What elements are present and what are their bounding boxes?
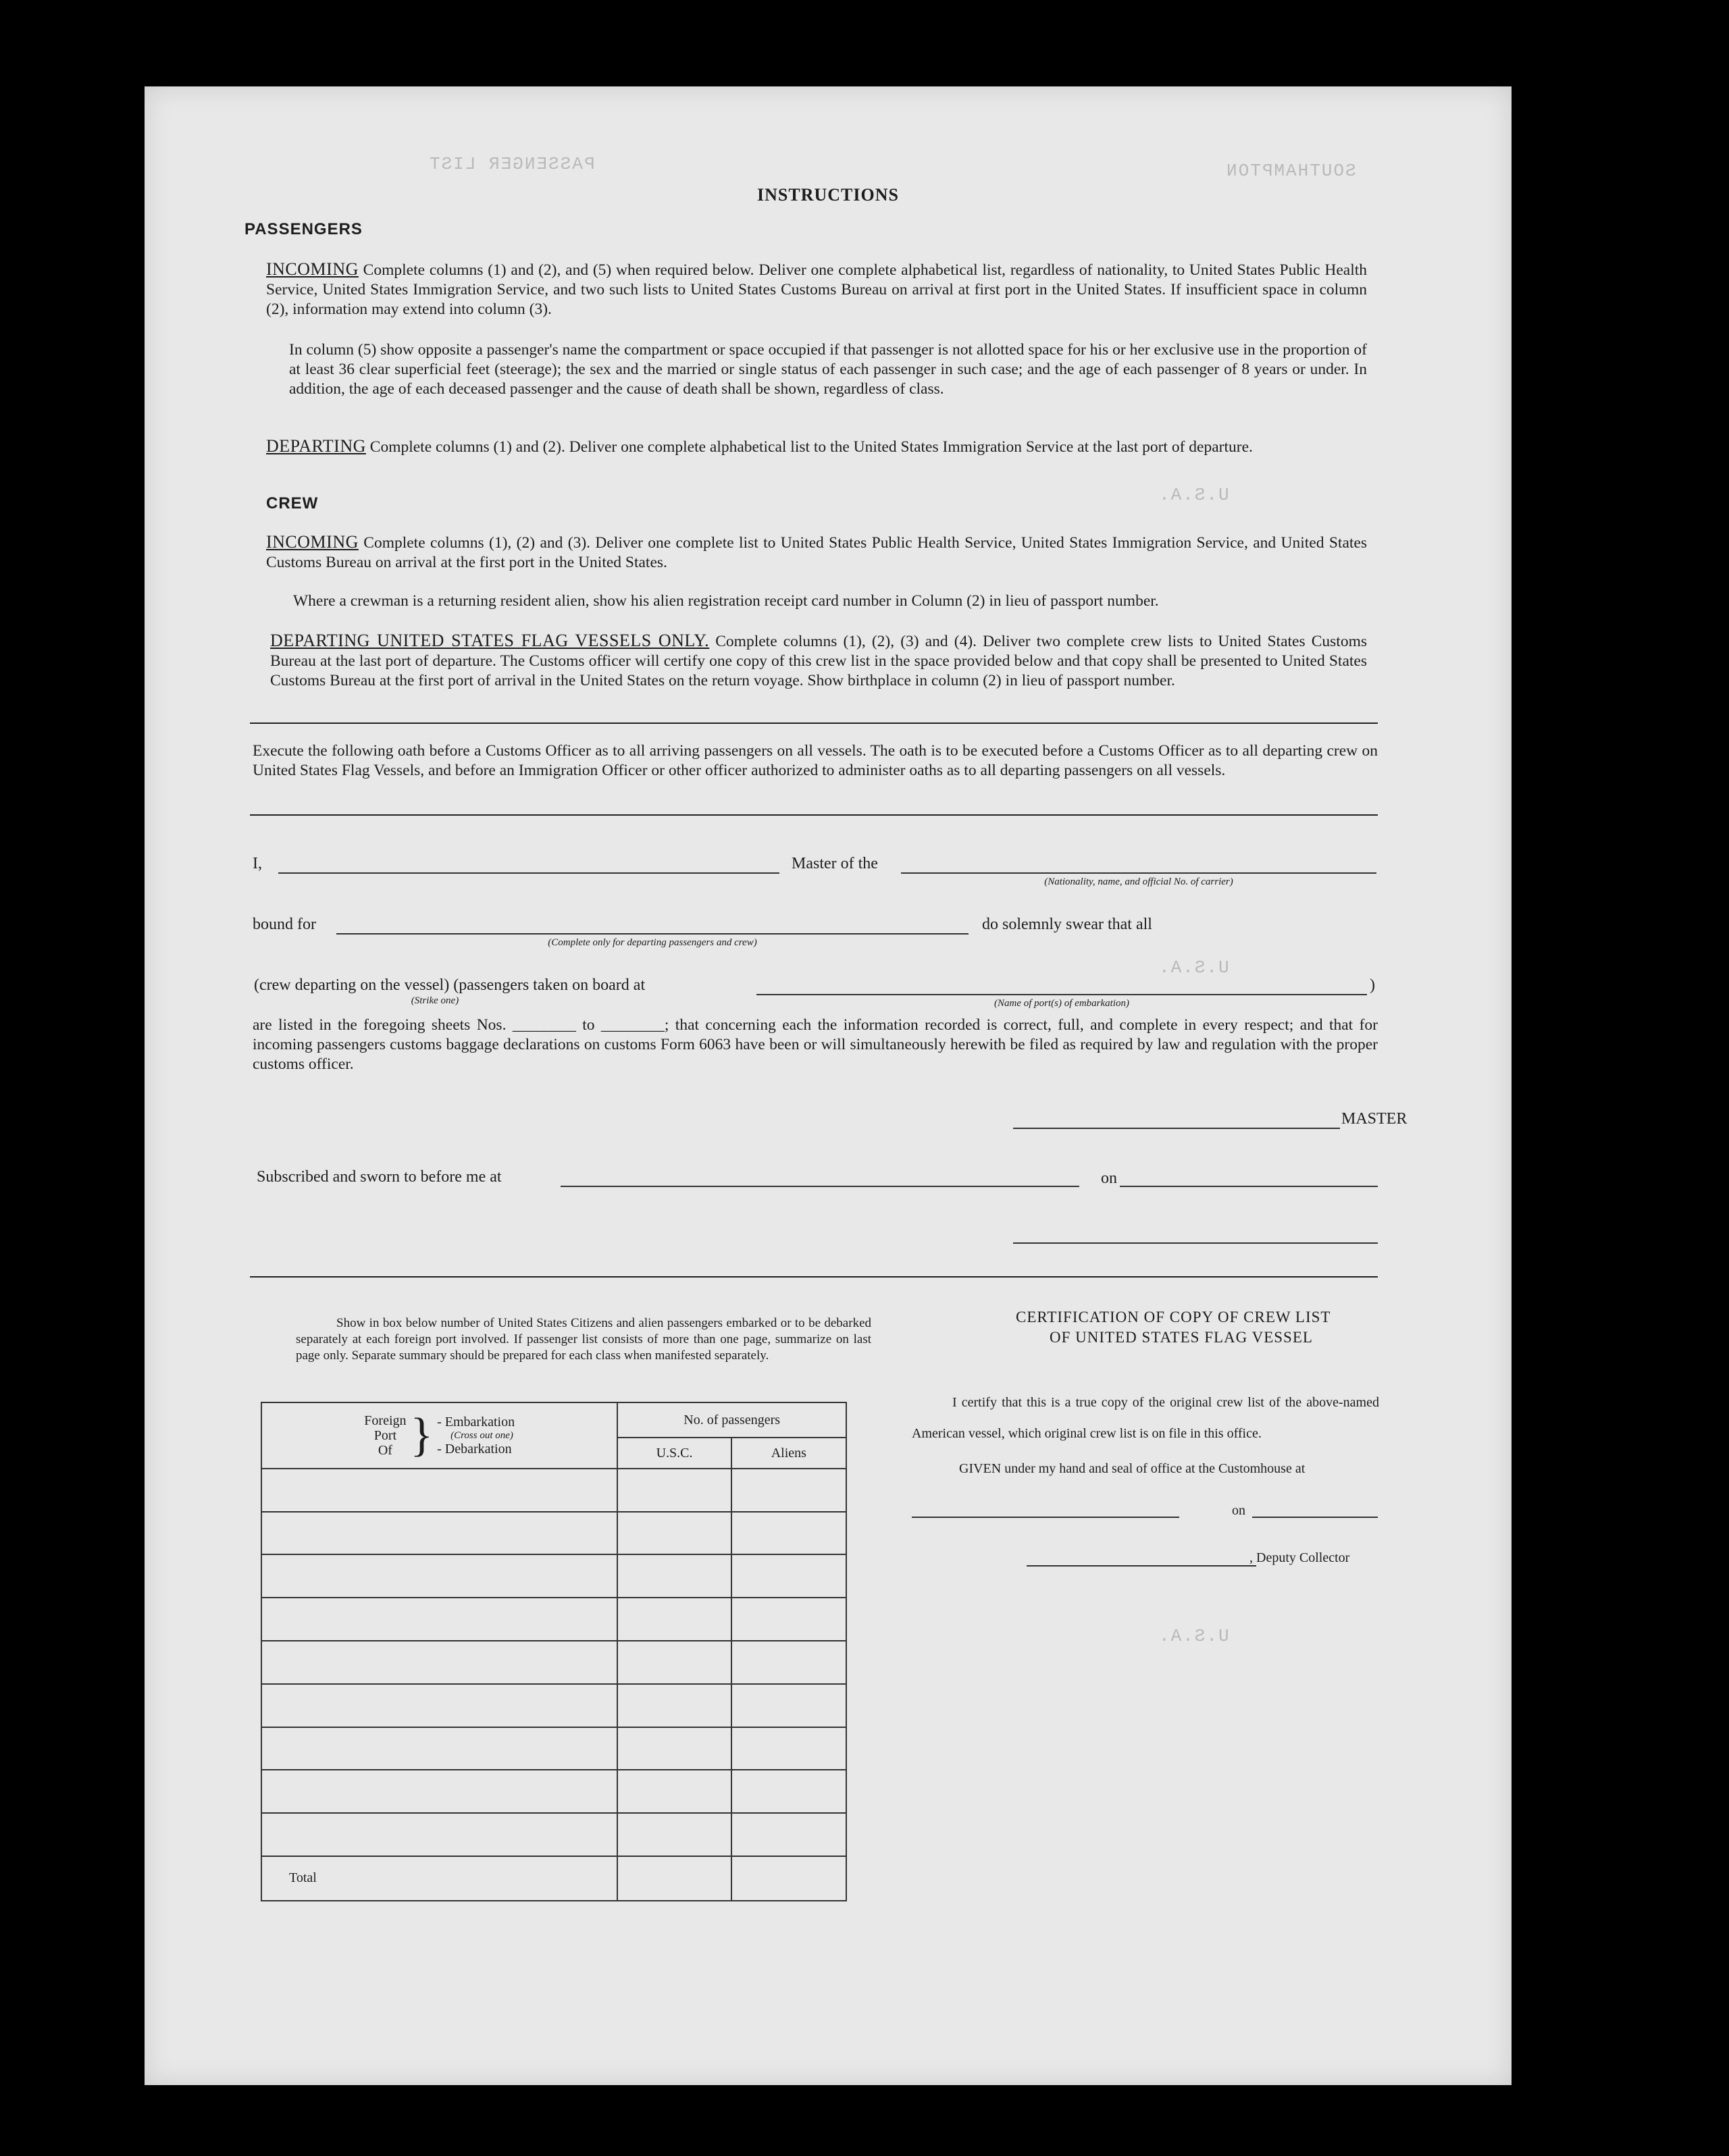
officer-signature-field[interactable] <box>1013 1242 1378 1244</box>
crew-departing-label: DEPARTING UNITED STATES FLAG VESSELS ONLY. <box>270 631 710 650</box>
passengers-departing-text: Complete columns (1) and (2). Deliver one complete alphabetical list to the United States Immigration Service at the last port of departure. <box>369 438 1253 456</box>
passengers-incoming-paragraph <box>266 259 1367 319</box>
passengers-heading: PASSENGERS <box>244 220 363 238</box>
port-cell[interactable] <box>261 1684 617 1727</box>
carrier-note: (Nationality, name, and official No. of carrier) <box>1044 876 1233 887</box>
aliens-cell[interactable] <box>731 1641 846 1684</box>
bleed-through-text: U.S.A. <box>1158 1626 1229 1646</box>
crew-incoming-paragraph <box>266 532 1367 573</box>
bound-for-field[interactable] <box>336 933 969 935</box>
port-cell[interactable] <box>261 1554 617 1598</box>
port-label: Port <box>373 1427 397 1443</box>
aliens-cell[interactable] <box>731 1598 846 1641</box>
port-cell[interactable] <box>261 1598 617 1641</box>
close-paren: ) <box>1370 976 1375 994</box>
usc-cell[interactable] <box>617 1598 731 1641</box>
crew-departing-text: Complete columns (1), (2), (3) and (4). Deliver two complete crew lists to United States Customs Bureau at the last port of departure. The Customs officer will certify one copy of this crew list in the space provided below and that copy shall be presented to United States Customs Bureau at the first port of arrival in the United States on the return voyage. Show birthplace in column (2) in lieu of passport number. <box>270 633 1367 689</box>
bleed-through-text: SOUTHAMPTON <box>1225 161 1356 181</box>
sworn-place-field[interactable] <box>561 1186 1079 1187</box>
port-cell[interactable] <box>261 1727 617 1770</box>
deputy-collector-label: , Deputy Collector <box>1249 1550 1350 1565</box>
ports-note: (Name of port(s) of embarkation) <box>994 998 1129 1009</box>
i-label: I, <box>253 855 262 872</box>
port-cell[interactable] <box>261 1641 617 1684</box>
bleed-through-text: U.S.A. <box>1158 957 1229 978</box>
certify-paragraph: I certify that this is a true copy of the original crew list of the above-named American vessel, which original crew list is on file in this office. <box>912 1395 1379 1441</box>
port-cell[interactable] <box>261 1813 617 1856</box>
usc-cell[interactable] <box>617 1727 731 1770</box>
num-passengers-header: No. of passengers <box>617 1402 846 1438</box>
lower-divider <box>250 1276 1378 1278</box>
aliens-cell[interactable] <box>731 1469 846 1512</box>
master-label: MASTER <box>1341 1110 1408 1128</box>
foreign-label: Foreign <box>364 1413 407 1428</box>
aliens-cell[interactable] <box>731 1684 846 1727</box>
instructions-title: INSTRUCTIONS <box>757 185 899 205</box>
passengers-departing-label: DEPARTING <box>266 436 366 456</box>
bound-for-note: (Complete only for departing passengers and crew) <box>548 937 757 948</box>
usc-cell[interactable] <box>617 1684 731 1727</box>
column5-paragraph: In column (5) show opposite a passenger's name the compartment or space occupied if that passenger is not allotted space for his or her exclusive use in the proportion of at least 36 clear superficial feet (steerage); the sex and the married or single status of each passenger in such case; and the age of each passenger of 8 years or under. In addition, the age of each deceased passenger and the cause of death shall be shown, regardless of class. <box>289 341 1367 398</box>
usc-cell[interactable] <box>617 1469 731 1512</box>
ports-field[interactable] <box>756 994 1367 995</box>
port-cell[interactable] <box>261 1512 617 1555</box>
crew-heading: CREW <box>266 494 319 512</box>
crew-departing-label: (crew departing on the vessel) (passengers taken on board at <box>254 976 646 994</box>
passengers-incoming-label: INCOMING <box>266 259 359 279</box>
passenger-summary-table <box>261 1402 847 1901</box>
listed-paragraph: are listed in the foregoing sheets Nos. ________ to ________; that concerning each the information recorded is correct, full, and complete in every respect; and that for incoming passengers customs baggage declarations on customs Form 6063 have been or will simultaneously herewith be filed as required by law and regulation with the proper customs officer. <box>253 1016 1378 1073</box>
crew-incoming-label: INCOMING <box>266 532 359 552</box>
certification-title-2: OF UNITED STATES FLAG VESSEL <box>1050 1329 1313 1346</box>
crew-alien-paragraph: Where a crewman is a returning resident alien, show his alien registration receipt card number in Column (2) in lieu of passport number. <box>293 592 1159 610</box>
crew-incoming-text: Complete columns (1), (2) and (3). Deliver one complete list to United States Public Health Service, United States Immigration Service, and United States Customs Bureau on arrival at the first port in the United States. <box>266 534 1367 571</box>
master-signature-field[interactable] <box>1013 1128 1340 1129</box>
usc-cell[interactable] <box>617 1512 731 1555</box>
customhouse-field[interactable] <box>912 1517 1179 1518</box>
total-label: Total <box>261 1856 617 1901</box>
usc-total-cell[interactable] <box>617 1856 731 1901</box>
oath-intro-paragraph: Execute the following oath before a Customs Officer as to all arriving passengers on all vessels. The oath is to be executed before a Customs Officer as to all departing crew on United States Flag Vessels, and before an Immigration Officer or other officer authorized to administer oaths as to all departing passengers on all vessels. <box>253 742 1378 779</box>
brace-glyph: } <box>410 1409 434 1461</box>
aliens-cell[interactable] <box>731 1770 846 1813</box>
strike-one-note: (Strike one) <box>411 995 459 1006</box>
certification-title-1: CERTIFICATION OF COPY OF CREW LIST <box>1016 1309 1331 1325</box>
aliens-cell[interactable] <box>731 1554 846 1598</box>
usc-cell[interactable] <box>617 1641 731 1684</box>
aliens-cell[interactable] <box>731 1813 846 1856</box>
box-instructions: Show in box below number of United States Citizens and alien passengers embarked or to be debarked separately at each foreign port involved. If passenger list consists of more than one page, summarize on last page only. Separate summary should be prepared for each class when manifested separately. <box>296 1316 871 1363</box>
sworn-date-field[interactable] <box>1120 1186 1378 1187</box>
usc-header: U.S.C. <box>617 1438 731 1469</box>
swear-label: do solemnly swear that all <box>982 916 1152 933</box>
cert-on-label: on <box>1232 1503 1245 1518</box>
cert-date-field[interactable] <box>1252 1517 1378 1518</box>
aliens-cell[interactable] <box>731 1512 846 1555</box>
form-page <box>145 86 1512 2085</box>
cross-out-note: (Cross out one) <box>450 1429 513 1441</box>
usc-cell[interactable] <box>617 1770 731 1813</box>
aliens-cell[interactable] <box>731 1727 846 1770</box>
aliens-total-cell[interactable] <box>731 1856 846 1901</box>
master-of-label: Master of the <box>792 855 878 872</box>
given-text: GIVEN under my hand and seal of office at the Customhouse at <box>959 1461 1306 1476</box>
bleed-through-text: PASSENGER LIST <box>428 154 595 174</box>
sworn-on-label: on <box>1101 1169 1117 1187</box>
debarkation-label: - Debarkation <box>437 1441 512 1456</box>
carrier-field[interactable] <box>901 872 1376 874</box>
section-divider <box>250 722 1378 724</box>
master-name-field[interactable] <box>278 872 779 874</box>
of-label: Of <box>378 1442 392 1458</box>
deputy-signature-field[interactable] <box>1027 1565 1256 1567</box>
port-cell[interactable] <box>261 1469 617 1512</box>
bleed-through-text: U.S.A. <box>1158 485 1229 505</box>
usc-cell[interactable] <box>617 1813 731 1856</box>
embarkation-label: - Embarkation <box>437 1414 515 1429</box>
aliens-header: Aliens <box>731 1438 846 1469</box>
oath-divider <box>250 814 1378 816</box>
subscribed-label: Subscribed and sworn to before me at <box>257 1168 502 1186</box>
port-cell[interactable] <box>261 1770 617 1813</box>
passengers-departing-paragraph <box>266 436 1367 457</box>
passengers-incoming-text: Complete columns (1) and (2), and (5) when required below. Deliver one complete alphabetical list, regardless of nationality, to United States Public Health Service, United States Immigration Service, and two such lists to United States Customs Bureau on arrival at first port in the United States. If insufficient space in column (2), information may extend into column (3). <box>266 261 1367 318</box>
crew-departing-paragraph <box>270 631 1367 691</box>
usc-cell[interactable] <box>617 1554 731 1598</box>
bound-for-label: bound for <box>253 916 316 933</box>
